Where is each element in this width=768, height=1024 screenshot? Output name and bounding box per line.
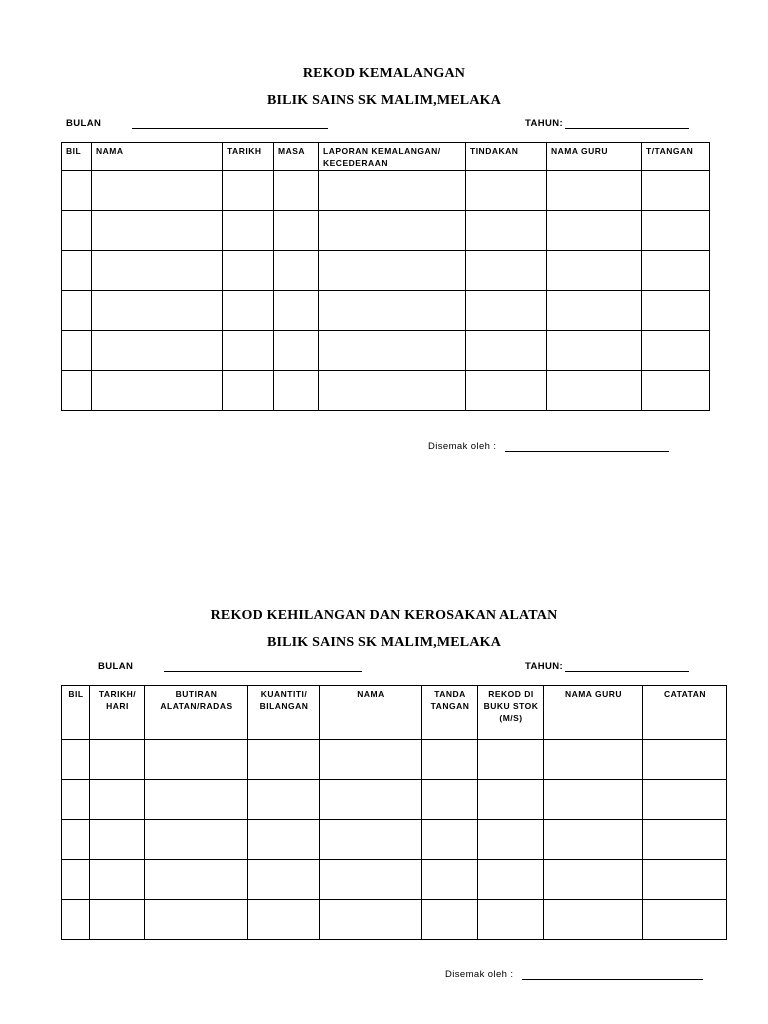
table-cell[interactable] bbox=[478, 860, 544, 900]
table-cell[interactable] bbox=[422, 740, 478, 780]
form1-subtitle: BILIK SAINS SK MALIM,MELAKA bbox=[266, 93, 502, 108]
table-cell[interactable] bbox=[145, 860, 248, 900]
table-row bbox=[62, 371, 710, 411]
table-cell[interactable] bbox=[643, 740, 727, 780]
table-cell[interactable] bbox=[92, 371, 223, 411]
table-cell[interactable] bbox=[319, 371, 466, 411]
form2-tahun-line[interactable] bbox=[565, 671, 689, 672]
table-cell[interactable] bbox=[466, 251, 547, 291]
table-cell[interactable] bbox=[466, 331, 547, 371]
table-header-row bbox=[62, 143, 710, 171]
table-cell[interactable] bbox=[223, 291, 274, 331]
table-cell[interactable] bbox=[274, 331, 319, 371]
table-cell[interactable] bbox=[223, 371, 274, 411]
form2-checked-by-label: Disemak oleh : bbox=[445, 969, 514, 980]
form2-bulan-label: BULAN bbox=[98, 661, 134, 672]
table-header-row bbox=[62, 686, 727, 740]
table-cell[interactable] bbox=[320, 860, 422, 900]
header-tanda-tangan: TANDA TANGAN bbox=[422, 686, 478, 740]
form2-checked-by-line[interactable] bbox=[522, 979, 703, 980]
header-tarikh-hari: TARIKH/ HARI bbox=[90, 686, 145, 740]
table-cell[interactable] bbox=[90, 740, 145, 780]
table-cell[interactable] bbox=[274, 171, 319, 211]
table-row bbox=[62, 780, 727, 820]
table-row bbox=[62, 331, 710, 371]
header-bil: BIL bbox=[62, 686, 90, 740]
form2-bulan-line[interactable] bbox=[164, 671, 362, 672]
table-cell[interactable] bbox=[319, 251, 466, 291]
table-cell[interactable] bbox=[466, 371, 547, 411]
table-row bbox=[62, 740, 727, 780]
table-cell[interactable] bbox=[466, 171, 547, 211]
header-bil: BIL bbox=[62, 143, 92, 171]
header-nama-guru: NAMA GURU bbox=[544, 686, 643, 740]
table-cell[interactable] bbox=[62, 820, 90, 860]
header-laporan: LAPORAN KEMALANGAN/ KECEDERAAN bbox=[319, 143, 466, 171]
table-cell[interactable] bbox=[478, 900, 544, 940]
table-row bbox=[62, 211, 710, 251]
table-cell[interactable] bbox=[422, 900, 478, 940]
table-cell[interactable] bbox=[223, 251, 274, 291]
table-cell[interactable] bbox=[319, 211, 466, 251]
header-catatan: CATATAN bbox=[643, 686, 727, 740]
table-cell[interactable] bbox=[90, 780, 145, 820]
table-cell[interactable] bbox=[145, 780, 248, 820]
form1-bulan-line[interactable] bbox=[132, 128, 328, 129]
table-cell[interactable] bbox=[642, 211, 710, 251]
table-cell[interactable] bbox=[466, 291, 547, 331]
form1-checked-by-label: Disemak oleh : bbox=[428, 441, 497, 452]
table-cell[interactable] bbox=[62, 860, 90, 900]
loss-damage-record-table bbox=[61, 685, 727, 940]
table-cell[interactable] bbox=[642, 331, 710, 371]
table-body bbox=[62, 740, 727, 940]
accident-record-table bbox=[61, 142, 710, 411]
table-cell[interactable] bbox=[90, 820, 145, 860]
form1-bulan-label: BULAN bbox=[66, 118, 102, 129]
table-cell[interactable] bbox=[248, 900, 320, 940]
table-cell[interactable] bbox=[92, 331, 223, 371]
table-row bbox=[62, 820, 727, 860]
form1-title: REKOD KEMALANGAN bbox=[302, 66, 466, 81]
table-cell[interactable] bbox=[643, 780, 727, 820]
table-cell[interactable] bbox=[248, 820, 320, 860]
table-body bbox=[62, 171, 710, 411]
table-cell[interactable] bbox=[274, 211, 319, 251]
table-cell[interactable] bbox=[248, 860, 320, 900]
table-cell[interactable] bbox=[643, 900, 727, 940]
table-cell[interactable] bbox=[319, 291, 466, 331]
table-cell[interactable] bbox=[478, 740, 544, 780]
table-cell[interactable] bbox=[223, 171, 274, 211]
table-cell[interactable] bbox=[544, 780, 643, 820]
table-cell[interactable] bbox=[274, 251, 319, 291]
table-row bbox=[62, 860, 727, 900]
table-cell[interactable] bbox=[320, 740, 422, 780]
header-tarikh: TARIKH bbox=[223, 143, 274, 171]
table-cell[interactable] bbox=[62, 171, 92, 211]
table-cell[interactable] bbox=[466, 211, 547, 251]
table-cell[interactable] bbox=[642, 251, 710, 291]
table-cell[interactable] bbox=[92, 251, 223, 291]
table-cell[interactable] bbox=[145, 900, 248, 940]
table-cell[interactable] bbox=[145, 820, 248, 860]
table-cell[interactable] bbox=[62, 251, 92, 291]
table-cell[interactable] bbox=[319, 331, 466, 371]
table-cell[interactable] bbox=[547, 291, 642, 331]
table-cell[interactable] bbox=[478, 820, 544, 860]
table-cell[interactable] bbox=[274, 291, 319, 331]
table-cell[interactable] bbox=[92, 291, 223, 331]
form2-tahun-label: TAHUN: bbox=[525, 661, 564, 672]
table-cell[interactable] bbox=[544, 860, 643, 900]
table-cell[interactable] bbox=[642, 291, 710, 331]
table-row bbox=[62, 900, 727, 940]
table-cell[interactable] bbox=[274, 371, 319, 411]
table-cell[interactable] bbox=[422, 780, 478, 820]
table-cell[interactable] bbox=[643, 860, 727, 900]
table-cell[interactable] bbox=[145, 740, 248, 780]
table-row bbox=[62, 291, 710, 331]
table-cell[interactable] bbox=[320, 900, 422, 940]
table-cell[interactable] bbox=[223, 331, 274, 371]
table-cell[interactable] bbox=[62, 900, 90, 940]
table-cell[interactable] bbox=[547, 331, 642, 371]
header-nama: NAMA bbox=[320, 686, 422, 740]
header-rekod-stok: REKOD DI BUKU STOK (M/S) bbox=[478, 686, 544, 740]
table-cell[interactable] bbox=[320, 820, 422, 860]
table-cell[interactable] bbox=[547, 211, 642, 251]
header-nama-guru: NAMA GURU bbox=[547, 143, 642, 171]
header-tindakan: TINDAKAN bbox=[466, 143, 547, 171]
table-cell[interactable] bbox=[62, 211, 92, 251]
table-cell[interactable] bbox=[547, 251, 642, 291]
table-cell[interactable] bbox=[547, 371, 642, 411]
table-cell[interactable] bbox=[544, 900, 643, 940]
table-row bbox=[62, 171, 710, 211]
form2-subtitle: BILIK SAINS SK MALIM,MELAKA bbox=[266, 635, 502, 650]
table-cell[interactable] bbox=[62, 291, 92, 331]
header-masa: MASA bbox=[274, 143, 319, 171]
table-cell[interactable] bbox=[422, 820, 478, 860]
table-cell[interactable] bbox=[90, 900, 145, 940]
form1-tahun-label: TAHUN: bbox=[525, 118, 564, 129]
table-cell[interactable] bbox=[544, 820, 643, 860]
table-cell[interactable] bbox=[62, 740, 90, 780]
table-cell[interactable] bbox=[642, 171, 710, 211]
header-kuantiti: KUANTITI/ BILANGAN bbox=[248, 686, 320, 740]
table-cell[interactable] bbox=[642, 371, 710, 411]
header-t-tangan: T/TANGAN bbox=[642, 143, 710, 171]
table-cell[interactable] bbox=[92, 171, 223, 211]
table-cell[interactable] bbox=[319, 171, 466, 211]
table-cell[interactable] bbox=[248, 740, 320, 780]
form1-tahun-line[interactable] bbox=[565, 128, 689, 129]
table-cell[interactable] bbox=[422, 860, 478, 900]
header-nama: NAMA bbox=[92, 143, 223, 171]
form2-title: REKOD KEHILANGAN DAN KEROSAKAN ALATAN bbox=[210, 608, 558, 623]
table-cell[interactable] bbox=[478, 780, 544, 820]
header-butiran: BUTIRAN ALATAN/RADAS bbox=[145, 686, 248, 740]
table-cell[interactable] bbox=[547, 171, 642, 211]
table-cell[interactable] bbox=[62, 331, 92, 371]
table-cell[interactable] bbox=[544, 740, 643, 780]
table-cell[interactable] bbox=[223, 211, 274, 251]
table-row bbox=[62, 251, 710, 291]
table-cell[interactable] bbox=[62, 780, 90, 820]
table-cell[interactable] bbox=[92, 211, 223, 251]
table-cell[interactable] bbox=[643, 820, 727, 860]
table-cell[interactable] bbox=[90, 860, 145, 900]
table-cell[interactable] bbox=[248, 780, 320, 820]
table-cell[interactable] bbox=[62, 371, 92, 411]
form1-checked-by-line[interactable] bbox=[505, 451, 669, 452]
table-cell[interactable] bbox=[320, 780, 422, 820]
